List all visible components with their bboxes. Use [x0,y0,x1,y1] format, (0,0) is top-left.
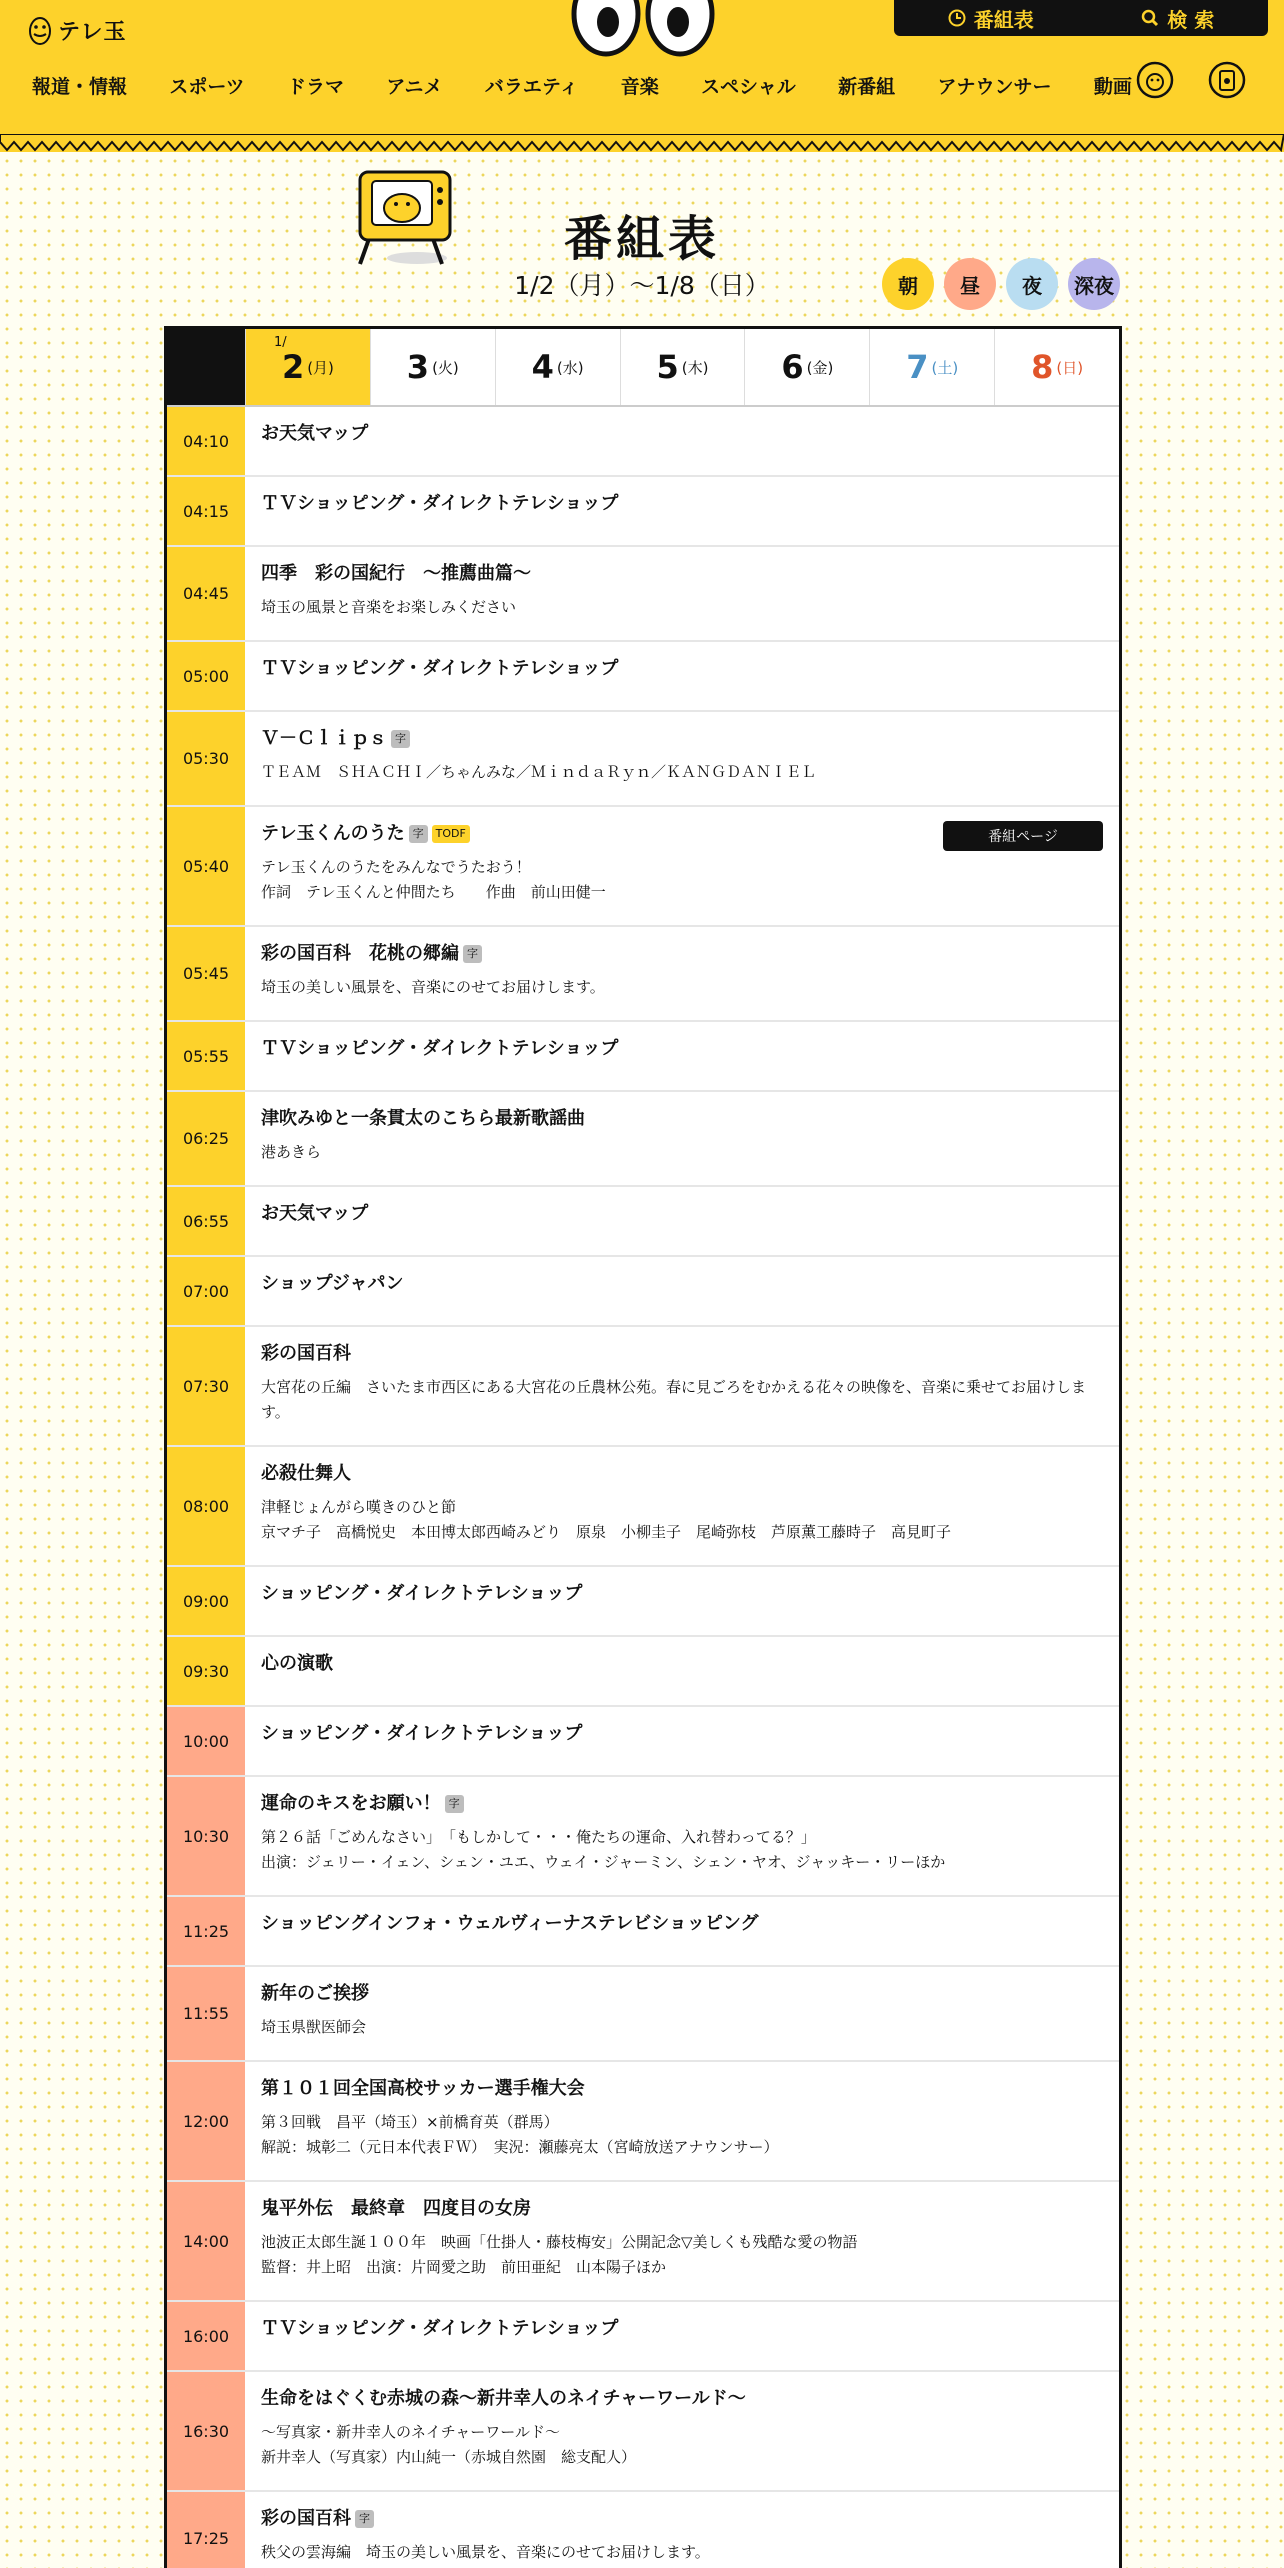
main-nav [32,72,1132,99]
program-title-text: お天気マップ [261,423,369,444]
program-body [245,1327,1119,1445]
program-row[interactable] [167,1327,1119,1447]
program-description: 津軽じょんがら嘆きのひと節 京マチ子 高橋悦史 本田博太郎西崎みどり 原泉 小柳圭子 尾崎弥枝 芦原薫工藤時子 高見町子 [261,1498,952,1541]
program-title-text: お天気マップ [261,1203,369,1224]
program-time: 11:25 [167,1897,245,1965]
program-body [245,2492,1119,2568]
program-time: 05:00 [167,642,245,710]
program-title[interactable] [261,1463,1103,1485]
search-icon [1141,9,1159,27]
program-title-text: 四季 彩の国紀行 ～推薦曲篇～ [261,563,531,584]
program-row[interactable] [167,1567,1119,1637]
program-title-text: 生命をはぐくむ赤城の森～新井幸人のネイチャーワールド～ [261,2388,746,2409]
program-time: 08:00 [167,1447,245,1565]
program-title[interactable] [261,1273,1103,1295]
program-body [245,1707,1119,1775]
program-title-text: Ｖ－Ｃｌｉｐｓ [261,728,387,749]
program-title-text: ＴＶショッピング・ダイレクトテレショップ [261,1038,619,1059]
program-title[interactable] [261,1108,1103,1130]
program-time: 16:30 [167,2372,245,2490]
program-title-text: ＴＶショッピング・ダイレクトテレショップ [261,658,619,679]
program-time: 12:00 [167,2062,245,2180]
day-number: 8 [1031,348,1054,386]
program-time: 05:30 [167,712,245,805]
day-of-week: (木) [681,358,709,377]
program-body [245,1967,1119,2060]
program-title[interactable] [261,658,1103,680]
day-tab-5[interactable] [620,329,745,405]
program-description: 埼玉の美しい風景を、音楽にのせてお届けします。 [261,978,605,996]
program-body [245,642,1119,710]
program-title-text: 新年のご挨拶 [261,1983,369,2004]
program-title[interactable] [261,493,1103,515]
program-body [245,1022,1119,1090]
clock-icon [948,9,966,27]
data-broadcast-icon[interactable] [1208,60,1246,100]
program-time: 04:15 [167,477,245,545]
program-time: 04:45 [167,547,245,640]
teletama-shop-icon[interactable] [1136,60,1174,100]
program-title-text: 彩の国百科 花桃の郷編 [261,943,459,964]
program-body [245,1567,1119,1635]
program-title[interactable] [261,2388,1103,2410]
program-time: 14:00 [167,2182,245,2300]
time-of-day-filter [882,258,1120,310]
program-time: 05:40 [167,807,245,925]
program-time: 09:00 [167,1567,245,1635]
program-description: 埼玉県獣医師会 [261,2018,367,2036]
day-number: 4 [531,348,554,386]
program-list [167,407,1119,2568]
time-button-3[interactable]: 深夜 [1068,258,1120,310]
program-description: ＴＥＡＭ ＳＨＡＣＨＩ／ちゃんみな／ＭｉｎｄａＲｙｎ／ＫＡＮＧＤＡＮＩＥＬ [261,763,817,781]
program-row[interactable] [167,1447,1119,1567]
program-row[interactable] [167,1187,1119,1257]
program-row[interactable] [167,407,1119,477]
program-time: 05:45 [167,927,245,1020]
program-row[interactable] [167,2182,1119,2302]
page-title: 番組表 [563,211,720,267]
program-row[interactable] [167,712,1119,807]
program-row[interactable] [167,1022,1119,1092]
program-page-button[interactable]: 番組ページ [943,821,1103,851]
program-row[interactable] [167,927,1119,1022]
program-description: 秩父の雲海編 埼玉の美しい風景を、音楽にのせてお届けします。 [261,2543,710,2561]
program-title[interactable] [261,1723,1103,1745]
program-body [245,2062,1119,2180]
mascot-eyes-icon [568,0,718,58]
nav-item-5[interactable]: 音楽 [620,76,659,98]
program-title-text: ＴＶショッピング・ダイレクトテレショップ [261,2318,619,2339]
program-title[interactable] [261,2198,1103,2220]
program-time: 07:30 [167,1327,245,1445]
program-body [245,927,1119,1020]
nav-item-1[interactable]: スポーツ [169,76,245,98]
program-row[interactable] [167,1777,1119,1897]
todf-badge: TODF [432,825,470,843]
program-time: 06:55 [167,1187,245,1255]
program-row[interactable] [167,1707,1119,1777]
program-time: 16:00 [167,2302,245,2370]
program-description: 第２６話「ごめんなさい」 「もしかして・・・俺たちの運命、入れ替わってる？」 出演：ジェリー・イェン、シェン・ユエ、ウェイ・ジャーミン、シェン・ヤオ、ジャッキー・リーほか [261,1828,946,1871]
program-title-text: ショップジャパン [261,1273,404,1294]
program-description: ～写真家・新井幸人のネイチャーワールド～ 新井幸人（写真家）内山純一（赤城自然園 総支配人） [261,2423,637,2466]
program-body [245,1187,1119,1255]
program-time: 10:30 [167,1777,245,1895]
day-number: 3 [406,348,430,386]
day-of-week: (金) [806,358,834,377]
top-utility-bar [894,0,1268,36]
program-body [245,1092,1119,1185]
program-row[interactable] [167,1092,1119,1187]
program-title-text: ショッピング・ダイレクトテレショップ [261,1723,583,1744]
program-body [245,2182,1119,2300]
program-body [245,807,1119,925]
program-body [245,1897,1119,1965]
program-time: 05:55 [167,1022,245,1090]
day-of-week: (水) [556,358,584,377]
site-logo[interactable] [28,14,127,46]
day-tab-4[interactable] [495,329,620,405]
nav-item-7[interactable]: 新番組 [838,76,896,98]
terutama-mascot-icon [28,14,52,46]
program-time: 11:55 [167,1967,245,2060]
search-link[interactable] [1141,4,1214,33]
subtitle-badge: 字 [409,825,428,843]
program-title-text: テレ玉くんのうた [261,823,405,844]
program-title[interactable] [261,1793,1103,1815]
program-time: 17:25 [167,2492,245,2568]
day-number: 5 [656,348,679,386]
nav-item-6[interactable]: スペシャル [701,76,796,98]
program-schedule-table [164,326,1122,2568]
program-row[interactable] [167,1637,1119,1707]
program-title-text: 必殺仕舞人 [261,1463,351,1484]
logo-text: テレ玉 [58,19,127,45]
program-title-text: 彩の国百科 [261,2508,351,2529]
day-of-week: (火) [432,358,459,377]
subtitle-badge: 字 [463,945,482,963]
day-tabs-corner [167,329,245,405]
program-body [245,1777,1119,1895]
program-title-text: ショッピング・ダイレクトテレショップ [261,1583,583,1604]
program-title[interactable] [261,2318,1103,2340]
program-time: 09:30 [167,1637,245,1705]
program-description: 港あきら [261,1143,322,1161]
program-title-text: 彩の国百科 [261,1343,351,1364]
program-title[interactable] [261,1913,1103,1935]
nav-item-0[interactable]: 報道・情報 [32,76,128,98]
program-time: 10:00 [167,1707,245,1775]
day-number: 6 [781,348,804,386]
program-row[interactable] [167,547,1119,642]
nav-item-3[interactable]: アニメ [386,76,443,98]
program-body [245,407,1119,475]
program-row[interactable] [167,2062,1119,2182]
program-body [245,1637,1119,1705]
program-body [245,2302,1119,2370]
program-title[interactable] [261,2078,1103,2100]
program-body [245,477,1119,545]
header-zigzag-edge [0,134,1284,152]
program-title[interactable] [261,728,1103,750]
program-title[interactable] [261,943,1103,965]
program-row[interactable] [167,642,1119,712]
search-label: 検 索 [1167,7,1215,32]
program-title-text: ＴＶショッピング・ダイレクトテレショップ [261,493,619,514]
day-tab-6[interactable] [744,329,869,405]
program-body [245,1257,1119,1325]
day-tab-3[interactable] [370,329,495,405]
program-description: 第３回戦 昌平（埼玉）×前橋育英（群馬） 解説：城彰二（元日本代表ＦＷ） 実況：瀬藤亮太（宮崎放送アナウンサー） [261,2113,779,2156]
program-row[interactable] [167,807,1119,927]
day-number: 2 [281,348,305,386]
program-title[interactable] [261,1983,1103,2005]
program-row[interactable] [167,477,1119,547]
program-time: 06:25 [167,1092,245,1185]
program-title[interactable] [261,563,1103,585]
program-description: 大宮花の丘編 さいたま市西区にある大宮花の丘農林公苑。春に見ごろをむかえる花々の映像を、音楽に乗せてお届けします。 [261,1378,1087,1421]
schedule-link[interactable] [948,4,1034,33]
date-range: 1/2（月）〜1/8（日） [514,271,770,300]
program-row[interactable] [167,1967,1119,2062]
program-title-text: 津吹みゆと一条貫太のこちら最新歌謡曲 [261,1108,585,1129]
program-title-text: 第１０１回全国高校サッカー選手権大会 [261,2078,585,2099]
program-body [245,1447,1119,1565]
program-time: 04:10 [167,407,245,475]
program-title[interactable] [261,423,1103,445]
program-title[interactable] [261,1343,1103,1365]
program-time: 07:00 [167,1257,245,1325]
subtitle-badge: 字 [355,2510,374,2528]
program-title[interactable] [261,1583,1103,1605]
nav-item-8[interactable]: アナウンサー [937,76,1052,98]
nav-item-4[interactable]: バラエティ [484,76,579,98]
program-title[interactable] [261,2508,1103,2530]
day-of-week: (土) [931,358,959,377]
program-body [245,2372,1119,2490]
program-row[interactable] [167,2302,1119,2372]
program-row[interactable] [167,1257,1119,1327]
day-of-week: (日) [1056,358,1084,377]
program-title-text: 心の演歌 [261,1653,333,1674]
program-body [245,712,1119,805]
nav-item-2[interactable]: ドラマ [287,76,345,98]
program-description: 埼玉の風景と音楽をお楽しみください [261,598,517,616]
nav-item-9[interactable]: 動画 [1093,76,1132,98]
day-tab-7[interactable] [869,329,994,405]
program-title-text: 鬼平外伝 最終章 四度目の女房 [261,2198,531,2219]
program-row[interactable] [167,1897,1119,1967]
program-title[interactable] [261,1203,1103,1225]
day-tab-8[interactable] [994,329,1119,405]
day-number: 7 [906,348,929,386]
day-of-week: (月) [307,358,334,377]
day-month: 1/ [274,335,287,350]
subtitle-badge: 字 [391,730,410,748]
day-tab-2[interactable] [245,329,370,405]
program-description: テレ玉くんのうたをみんなでうたおう！ 作詞 テレ玉くんと仲間たち 作曲 前山田健一 [261,858,606,901]
subtitle-badge: 字 [445,1795,464,1813]
program-description: 池波正太郎生誕１００年 映画「仕掛人・藤枝梅安」公開記念▽美しくも残酷な愛の物語 監督：井上昭 出演：片岡愛之助 前田亜紀 山本陽子ほか [261,2233,858,2276]
program-body [245,547,1119,640]
site-header [0,0,1284,152]
program-row[interactable] [167,2372,1119,2492]
day-tabs [167,329,1119,407]
program-title[interactable] [261,1653,1103,1675]
time-button-0[interactable]: 朝 [882,258,934,310]
time-button-2[interactable]: 夜 [1006,258,1058,310]
program-title-text: ショッピングインフォ・ウェルヴィーナステレビショッピング [261,1913,759,1934]
program-title-text: 運命のキスをお願い！ [261,1793,441,1814]
program-row[interactable] [167,2492,1119,2568]
schedule-label: 番組表 [973,7,1034,32]
program-title[interactable] [261,1038,1103,1060]
time-button-1[interactable]: 昼 [944,258,996,310]
